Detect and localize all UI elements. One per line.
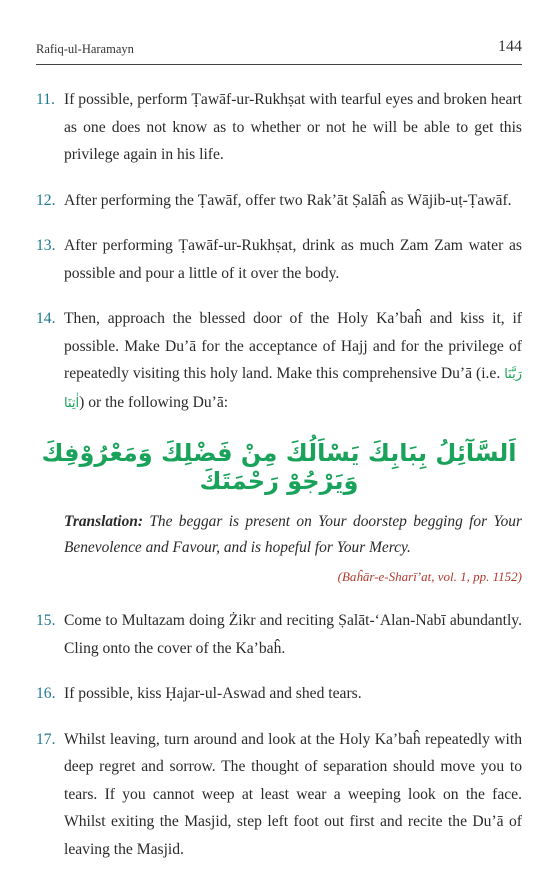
dua-reference: (Baĥār-e-Sharī’at, vol. 1, pp. 1152) (337, 569, 522, 584)
item-text: After performing Ṭawāf-ur-Rukhṣat, drink as much Zam Zam water as possible and pour a little of it over the body. (64, 237, 522, 282)
page-header (36, 30, 522, 60)
item-number: 14. (36, 310, 56, 327)
running-title: Rafiq-ul-Haramayn (36, 42, 134, 56)
list-item-13 (36, 232, 522, 287)
arabic-dua: اَلسَّآئِلُ بِبَابِكَ يَسْاَلُكَ مِنْ فَضْلِكَ وَمَعْرُوْفِكَ وَيَرْجُوْ رَحْمَتَكَ (41, 439, 517, 495)
translation-label: Translation: (64, 513, 143, 530)
item-text: If possible, kiss Ḥajar-ul-Aswad and shed tears. (64, 685, 362, 702)
inline-arabic-dua: رَبَّنَا اٰتِنَا (64, 367, 522, 411)
translation-text: The beggar is present on Your doorstep begging for Your Benevolence and Favour, and is hopeful for Your Mercy. (64, 513, 522, 556)
list-item-16 (36, 680, 522, 708)
item-text: If possible, perform Ṭawāf-ur-Rukhṣat with tearful eyes and broken heart as one does not know as to whether or not he will be able to get this privilege again in his life. (64, 91, 522, 163)
item-number: 12. (36, 191, 56, 209)
item-number: 16. (36, 685, 56, 702)
item-number: 17. (36, 730, 56, 748)
dua-translation (36, 509, 522, 561)
list-item-14 (36, 305, 522, 417)
page-body (36, 86, 522, 863)
item-text: Whilst leaving, turn around and look at the Holy Ka’baĥ repeatedly with deep regret and sorrow. The thought of separation should move you to tears. If you cannot weep at least wear a weeping look on the face. Whilst exiting the Masjid, step left foot out first and recite the Du’ā of leaving the Masjid. (64, 730, 522, 858)
item-number: 11. (36, 91, 55, 108)
list-item-17 (36, 726, 522, 864)
page-number: 144 (498, 38, 522, 55)
item-text: After performing the Ṭawāf, offer two Rak’āt Ṣalāĥ as Wājib-uṭ-Ṭawāf. (64, 191, 512, 209)
header-rule (36, 64, 522, 65)
item-number: 15. (36, 612, 56, 629)
list-item-11 (36, 86, 522, 169)
item-text-after: ) or the following Du’ā: (79, 393, 229, 411)
list-item-15 (36, 607, 522, 662)
list-item-12 (36, 187, 522, 215)
item-text: Come to Multazam doing Żikr and reciting Ṣalāt-‘Alan-Nabī abundantly. Cling onto the cover of the Ka’baĥ. (64, 612, 522, 657)
item-number: 13. (36, 237, 56, 254)
item-text-before: Then, approach the blessed door of the Holy Ka’baĥ and kiss it, if possible. Make Du’ā for the acceptance of Hajj and for the privilege of repeatedly visiting this holy land. Make this comprehensive Du’ā (i.e. (64, 310, 522, 382)
